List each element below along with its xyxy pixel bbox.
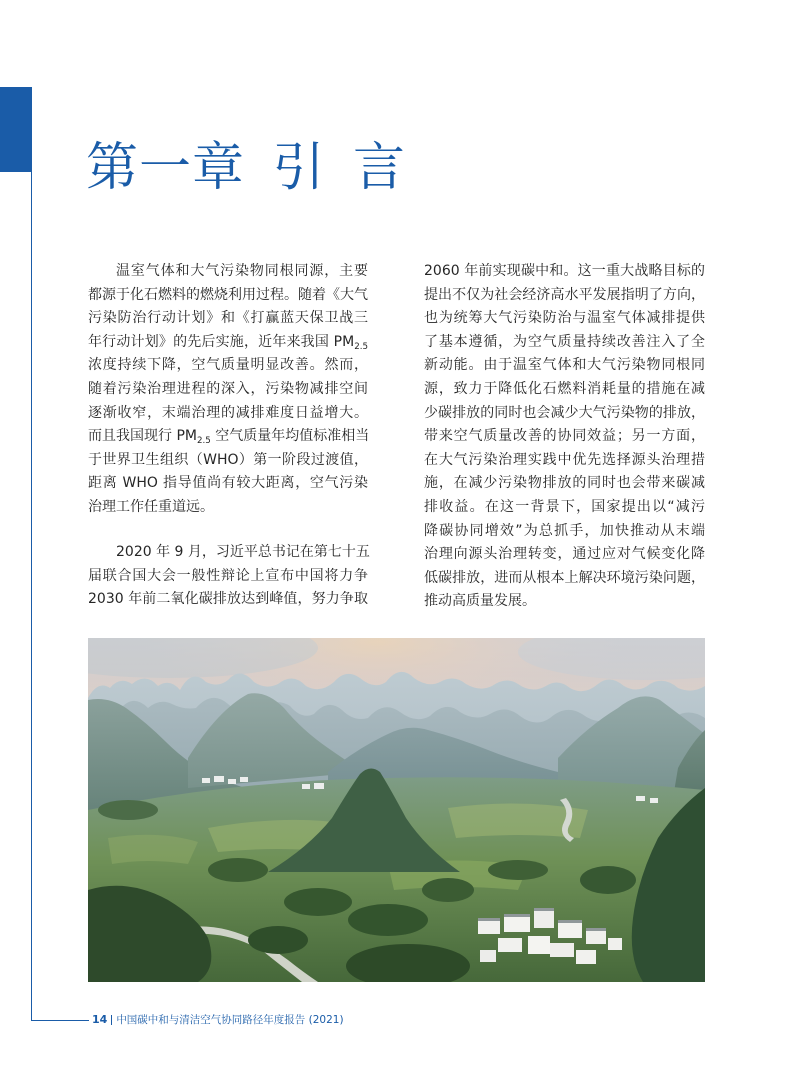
text-line [88,331,368,355]
text-line: 低碳排放，进而从根本上解决环境污染问题， [424,569,705,586]
page-number: 14 [92,1013,108,1026]
text-line: 少碳排放的同时也会减少大气污染物的排放， [424,404,705,421]
footer-rule [31,1020,89,1021]
text-line: 排收益。在这一背景下，国家提出以“减污 [424,498,705,515]
text-line: 带来空气质量改善的协同效益；另一方面， [424,428,705,445]
text-line: 随着污染治理进程的深入，污染物减排空间 [88,380,368,397]
chapter-title: 第一章 引 言 [86,138,407,198]
text-line: 在大气污染治理实践中优先选择源头治理措 [424,451,705,468]
text-line: 都源于化石燃料的燃烧利用过程。随着《大气 [88,286,368,303]
left-column-paragraph-1 [88,260,368,520]
text-line: 推动高质量发展。 [424,593,536,610]
text-line: 浓度持续下降，空气质量明显改善。然而， [88,357,368,374]
right-column-paragraph [424,260,705,614]
text-line [88,425,368,449]
text-line: 提出不仅为社会经济高水平发展指明了方向， [424,286,705,303]
text-segment: 年行动计划》的先后实施，近年来我国 PM [88,333,355,350]
text-line: 2020 年 9 月，习近平总书记在第七十五 [116,544,370,560]
text-line: 距离 WHO 指导值尚有较大距离，空气污染 [88,475,368,492]
text-line: 污染防治行动计划》和《打赢蓝天保卫战三 [88,310,368,327]
report-title: 中国碳中和与清洁空气协同路径年度报告 (2021) [116,1014,344,1026]
text-segment: 空气质量年均值标准相当 [210,428,370,445]
page-footer [92,1013,344,1027]
landscape-photo-art [88,638,705,982]
text-line: 逐渐收窄，末端治理的减排难度日益增大。 [88,404,368,421]
pm-subscript: 2.5 [354,341,368,352]
text-line: 届联合国大会一般性辩论上宣布中国将力争 [88,567,368,584]
text-line: 治理工作任重道远。 [88,498,214,515]
text-line: 施，在减少污染物排放的同时也会带来碳减 [424,475,705,492]
text-segment: 而且我国现行 PM [88,428,197,445]
text-line: 于世界卫生组织（WHO）第一阶段过渡值， [88,451,368,468]
pm-subscript: 2.5 [196,435,211,446]
text-line: 温室气体和大气污染物同根同源，主要 [116,263,368,279]
landscape-photo [88,638,705,982]
text-line: 2030 年前二氧化碳排放达到峰值，努力争取 [88,591,368,608]
left-column-paragraph-2 [88,541,368,612]
chapter-side-bar [0,87,32,172]
margin-rule [31,87,32,1021]
text-line: 也为统筹大气污染防治与温室气体减排提供 [424,310,705,327]
text-line: 2060 年前实现碳中和。这一重大战略目标的 [424,263,705,279]
text-line: 了基本遵循，为空气质量持续改善注入了全 [424,333,705,350]
text-line: 治理向源头治理转变，通过应对气候变化降 [424,546,705,563]
footer-separator [111,1015,112,1025]
text-line: 降碳协同增效”为总抓手，加快推动从末端 [424,522,705,539]
text-line: 源，致力于降低化石燃料消耗量的措施在减 [424,380,705,397]
text-line: 新动能。由于温室气体和大气污染物同根同 [424,357,705,374]
